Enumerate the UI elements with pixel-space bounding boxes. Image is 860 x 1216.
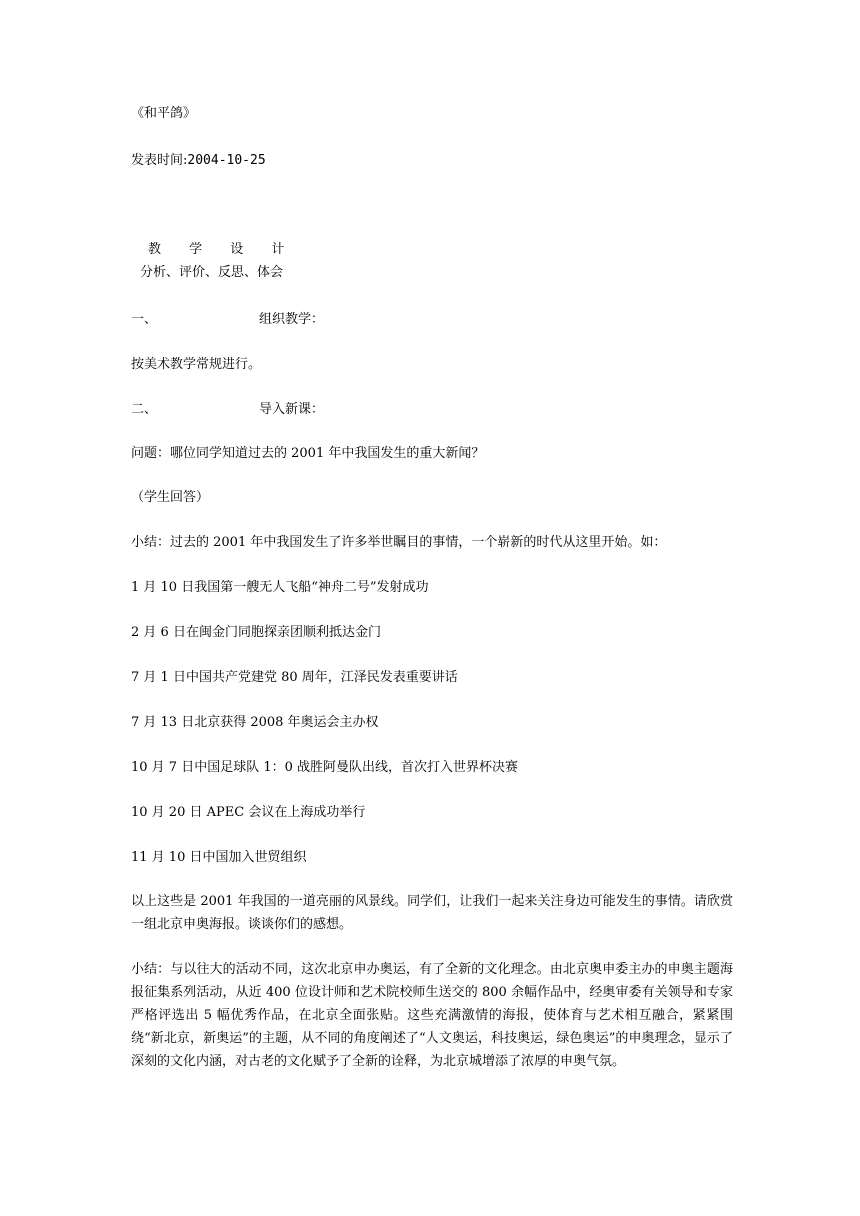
event-item: 10 月 7 日中国足球队 1：0 战胜阿曼队出线，首次打入世界杯决赛	[131, 760, 519, 775]
event-item: 7 月 1 日中国共产党建党 80 周年，江泽民发表重要讲话	[131, 670, 458, 685]
publish-label: 发表时间:	[131, 153, 188, 168]
intro-paragraph: 以上这些是 2001 年我国的一道亮丽的风景线。同学们，让我们一起来关注身边可能发生的事情。请欣赏一组北京申奥海报。谈谈你们的感想。	[131, 894, 733, 932]
event-item: 7 月 13 日北京获得 2008 年奥运会主办权	[131, 715, 379, 730]
section-1-heading	[131, 312, 324, 328]
section-1-title: 组织教学：	[259, 312, 325, 327]
section-1-body: 按美术教学常规进行。	[131, 357, 262, 372]
event-item: 10 月 20 日 APEC 会议在上海成功举行	[131, 805, 366, 820]
question-text: 问题：哪位同学知道过去的 2001 年中我国发生的重大新闻？	[131, 446, 485, 461]
summary-1-text: 小结：过去的 2001 年中我国发生了许多举世瞩目的事情，一个崭新的时代从这里开始。如：	[131, 535, 667, 550]
section-2-heading	[131, 402, 324, 418]
design-subheading: 分析、评价、反思、体会	[140, 265, 284, 280]
student-answer-note: （学生回答）	[131, 490, 210, 505]
section-2-title: 导入新课：	[259, 402, 325, 417]
design-heading: 教 学 设 计	[148, 242, 297, 257]
publish-date: 2004-10-25	[187, 153, 266, 168]
section-2-number: 二、	[131, 402, 158, 417]
event-item: 1 月 10 日我国第一艘无人飞船“神舟二号”发射成功	[131, 580, 429, 595]
document-title: 《和平鸽》	[131, 106, 197, 121]
event-item: 11 月 10 日中国加入世贸组织	[131, 850, 307, 865]
section-1-number: 一、	[131, 312, 158, 327]
summary-2-paragraph: 小结：与以往大的活动不同，这次北京申办奥运，有了全新的文化理念。由北京奥申委主办的申奥主题海报征集系列活动，从近 400 位设计师和艺术院校师生送交的 800 余幅作品中，经奥审委有关领导和专家严格评选出 5 幅优秀作品，在北京全面张贴。这些充满激情的海报，使体育与艺术相互融合，紧紧围绕“新北京，新奥运”的主题，从不同的角度阐述了“人文奥运，科技奥运，绿色奥运”的申奥理念，显示了深刻的文化内涵，对古老的文化赋予了全新的诠释，为北京城增添了浓厚的申奥气氛。	[131, 962, 733, 1069]
publish-info	[131, 153, 266, 169]
event-item: 2 月 6 日在闽金门同胞探亲团顺利抵达金门	[131, 625, 381, 640]
